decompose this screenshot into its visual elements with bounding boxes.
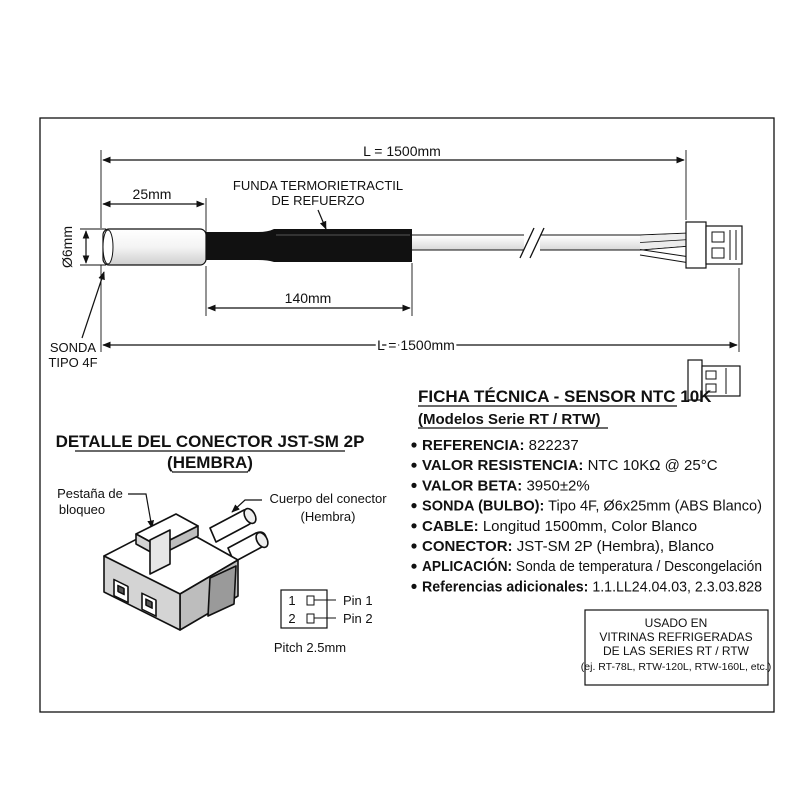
sleeve-callout-line1: FUNDA TERMORIETRACTIL xyxy=(232,178,404,193)
usage-line3: DE LAS SERIES RT / RTW xyxy=(602,644,750,658)
connector-detail-title-line2: (HEMBRA) xyxy=(167,453,253,472)
latch-leader xyxy=(128,494,152,528)
probe-callout-line1: SONDA xyxy=(49,340,97,355)
spec-row-key: APLICACIÓN: xyxy=(422,558,521,576)
spec-sheet xyxy=(411,360,785,596)
sensor-assembly xyxy=(48,143,742,370)
spec-row-bullet xyxy=(411,483,416,488)
pitch-label: Pitch 2.5mm xyxy=(273,640,347,655)
spec-subtitle: (Modelos Serie RT / RTW) xyxy=(418,411,601,428)
spec-row xyxy=(422,518,697,535)
spec-row-key: VALOR BETA: xyxy=(422,477,523,495)
spec-row-value: Sonda de temperatura / Descongelación xyxy=(512,558,785,576)
spec-row-bullet xyxy=(411,463,416,468)
pin-diagram xyxy=(274,590,373,655)
spec-row-bullet xyxy=(411,503,416,508)
spec-row-bullet xyxy=(411,442,416,447)
connector-detail xyxy=(56,432,388,655)
body-label-line2: (Hembra) xyxy=(300,509,356,524)
usage-line1: USADO EN xyxy=(644,616,708,630)
spec-row xyxy=(422,557,785,576)
spec-row-value: 3950±2% xyxy=(522,477,590,495)
usage-line4: (ej. RT-78L, RTW-120L, RTW-160L, etc.) xyxy=(580,661,772,673)
spec-row-bullet xyxy=(411,564,416,569)
total-length-label-top: L = 1500mm xyxy=(363,143,441,159)
spec-rows xyxy=(411,437,785,596)
usage-line2: VITRINAS REFRIGERADAS xyxy=(599,630,753,644)
connector-3d-drawing xyxy=(104,507,270,630)
spec-row-key: VALOR RESISTENCIA: xyxy=(422,457,584,475)
pin2-label: Pin 2 xyxy=(343,611,373,626)
spec-row xyxy=(422,477,590,494)
spec-row xyxy=(422,437,579,454)
spec-row-value: NTC 10KΩ @ 25°C xyxy=(583,457,718,475)
spec-row xyxy=(422,538,714,555)
spec-row xyxy=(422,578,772,596)
spec-row xyxy=(422,497,769,515)
connector-top xyxy=(686,222,742,268)
probe-callout-line2: TIPO 4F xyxy=(48,355,98,370)
spec-row-bullet xyxy=(411,584,416,589)
spec-row-value: 1.1.LL24.04.03, 2.3.03.828 xyxy=(588,578,772,596)
spec-row-key: REFERENCIA: xyxy=(422,437,525,454)
spec-row-key: SONDA (BULBO): xyxy=(422,497,549,515)
pin1-number: 1 xyxy=(288,593,296,608)
spec-row-key: CONECTOR: xyxy=(422,538,513,555)
spec-row-key: Referencias adicionales: xyxy=(422,578,598,596)
total-length-label-bottom: L = 1500mm xyxy=(377,337,455,353)
latch-label-line2: bloqueo xyxy=(58,502,106,517)
diameter-label: Ø6mm xyxy=(59,226,75,268)
spec-row-value: Longitud 1500mm, Color Blanco xyxy=(478,517,698,535)
sleeve-callout-leader xyxy=(318,210,326,229)
sleeve-length-label: 140mm xyxy=(284,290,332,306)
sleeve-callout-line2: DE REFUERZO xyxy=(271,193,365,208)
spec-row-bullet xyxy=(411,523,416,528)
usage-box xyxy=(581,610,771,685)
pin2-number: 2 xyxy=(288,611,296,626)
latch-label-line1: Pestaña de xyxy=(57,486,123,501)
body-label-line1: Cuerpo del conector xyxy=(269,491,387,506)
probe-bulb xyxy=(103,229,206,265)
heat-shrink-sleeve xyxy=(200,229,412,262)
spec-row-value: Tipo 4F, Ø6x25mm (ABS Blanco) xyxy=(544,497,769,515)
spec-title: FICHA TÉCNICA - SENSOR NTC 10K xyxy=(418,387,712,406)
spec-row-key: CABLE: xyxy=(422,517,479,535)
connector-detail-title-line1: DETALLE DEL CONECTOR JST-SM 2P xyxy=(55,432,365,451)
spec-row xyxy=(422,457,718,474)
cable-wire-lower xyxy=(640,250,690,264)
spec-row-value: 822237 xyxy=(524,437,579,454)
pin1-label: Pin 1 xyxy=(343,593,373,608)
probe-length-label: 25mm xyxy=(132,186,172,202)
spec-row-value: JST-SM 2P (Hembra), Blanco xyxy=(512,538,715,555)
spec-row-bullet xyxy=(411,543,416,548)
cable-wire-upper xyxy=(410,233,690,235)
